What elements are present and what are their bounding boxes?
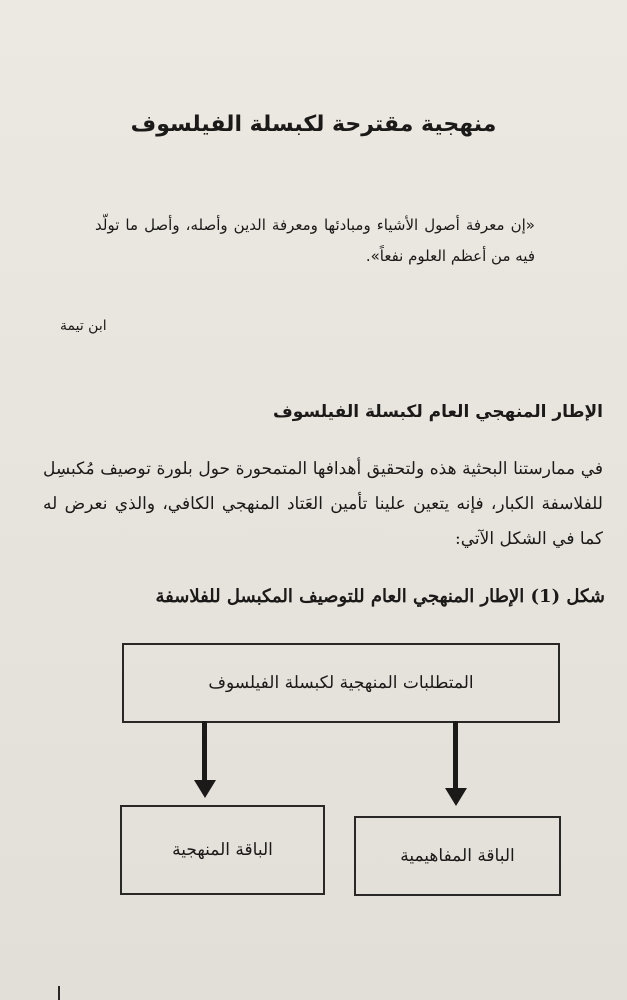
- body-paragraph: في ممارستنا البحثية هذه ولتحقيق أهدافها المتمحورة حول بلورة توصيف مُكبسِل للفلاسفة الكبار، فإنه يتعين علينا تأمين العَتاد المنهجي الكافي، والذي نعرض له كما في الشكل الآتي:: [43, 459, 603, 549]
- arrow-left-shaft: [202, 721, 207, 781]
- diagram-left-box-label: الباقة المنهجية: [172, 840, 273, 860]
- page-edge-mark: [58, 986, 60, 1000]
- diagram-top-box-label: المتطلبات المنهجية لكبسلة الفيلسوف: [208, 673, 474, 693]
- arrow-right-head: [445, 788, 467, 806]
- diagram-right-box-label: الباقة المفاهيمية: [400, 846, 515, 866]
- epigraph-author: ابن تيمة: [60, 318, 107, 334]
- arrow-left-head: [194, 780, 216, 798]
- diagram-top-box: [122, 643, 560, 723]
- section-heading: الإطار المنهجي العام لكبسلة الفيلسوف: [273, 402, 603, 422]
- diagram-left-box: [120, 805, 325, 895]
- epigraph-quote: «إن معرفة أصول الأشياء ومبادئها ومعرفة الدين وأصله، وأصل ما تولّد فيه من أعظم العلوم نفعاً».: [95, 216, 535, 265]
- page-title: منهجية مقترحة لكبسلة الفيلسوف: [130, 112, 497, 137]
- figure-caption: شكل (1) الإطار المنهجي العام للتوصيف المكبسل للفلاسفة: [155, 586, 605, 607]
- arrow-right-shaft: [453, 721, 458, 789]
- diagram-right-box: [354, 816, 561, 896]
